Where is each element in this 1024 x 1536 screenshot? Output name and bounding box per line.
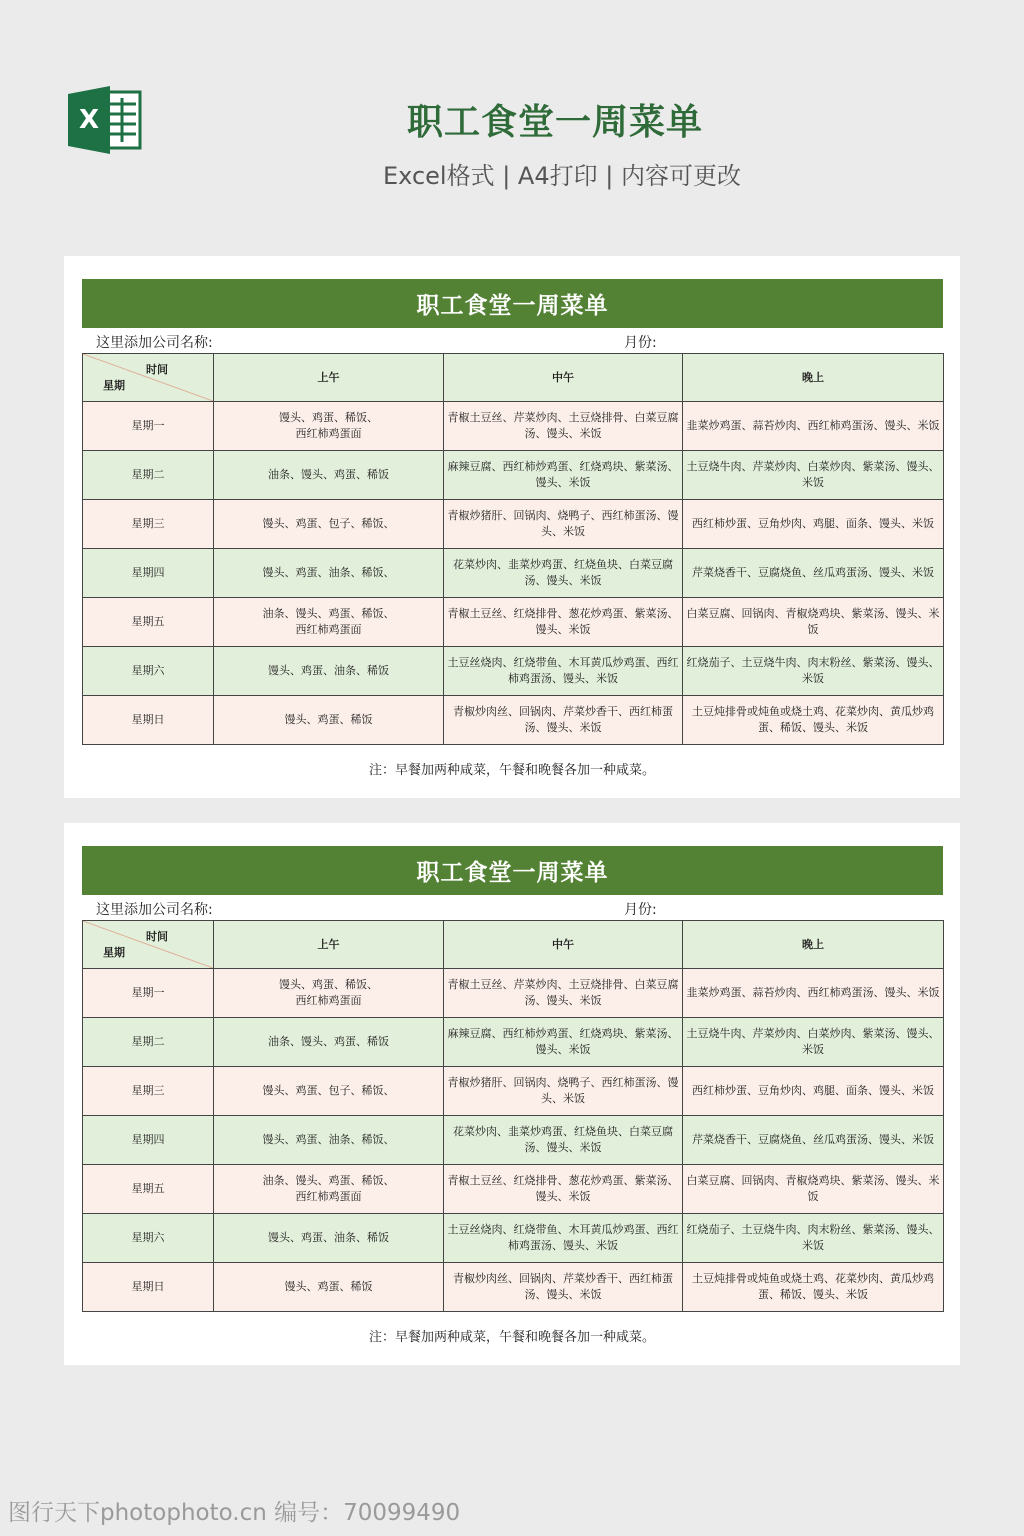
day-cell: 星期一 <box>83 402 214 451</box>
morning-cell: 馒头、鸡蛋、包子、稀饭、 <box>214 500 444 549</box>
noon-cell: 青椒炒肉丝、回锅肉、芹菜炒香干、西红柿蛋汤、馒头、米饭 <box>444 1263 683 1312</box>
menu-note: 注：早餐加两种咸菜，午餐和晚餐各加一种咸菜。 <box>368 763 655 778</box>
noon-cell: 花菜炒肉、韭菜炒鸡蛋、红烧鱼块、白菜豆腐汤、馒头、米饭 <box>444 1116 683 1165</box>
menu-row <box>83 647 944 696</box>
morning-cell: 油条、馒头、鸡蛋、稀饭、 西红柿鸡蛋面 <box>214 598 444 647</box>
day-cell: 星期六 <box>83 1214 214 1263</box>
evening-cell: 芹菜烧香干、豆腐烧鱼、丝瓜鸡蛋汤、馒头、米饭 <box>683 1116 944 1165</box>
menu-row <box>83 1116 944 1165</box>
excel-logo-letter: X <box>78 105 100 135</box>
day-cell: 星期六 <box>83 647 214 696</box>
menu-note: 注：早餐加两种咸菜，午餐和晚餐各加一种咸菜。 <box>368 1330 655 1345</box>
day-cell: 星期三 <box>83 500 214 549</box>
noon-cell: 土豆丝烧肉、红烧带鱼、木耳黄瓜炒鸡蛋、西红柿鸡蛋汤、馒头、米饭 <box>444 1214 683 1263</box>
noon-cell: 青椒土豆丝、芹菜炒肉、土豆烧排骨、白菜豆腐汤、馒头、米饭 <box>444 969 683 1018</box>
evening-cell: 红烧茄子、土豆烧牛肉、肉末粉丝、紫菜汤、馒头、米饭 <box>683 647 944 696</box>
day-cell: 星期日 <box>83 1263 214 1312</box>
column-header-noon: 中午 <box>444 921 683 969</box>
evening-cell: 韭菜炒鸡蛋、蒜苔炒肉、西红柿鸡蛋汤、馒头、米饭 <box>683 969 944 1018</box>
day-cell: 星期二 <box>83 1018 214 1067</box>
evening-cell: 土豆炖排骨或炖鱼或烧土鸡、花菜炒肉、黄瓜炒鸡蛋、稀饭、馒头、米饭 <box>683 696 944 745</box>
morning-cell: 馒头、鸡蛋、油条、稀饭 <box>214 1214 444 1263</box>
page-header <box>0 0 1024 220</box>
menu-sheet-1 <box>64 256 960 798</box>
corner-header-cell <box>83 354 214 402</box>
menu-table <box>82 920 944 1312</box>
menu-banner: 职工食堂一周菜单 <box>82 279 943 328</box>
column-header-morning: 上午 <box>214 921 444 969</box>
noon-cell: 青椒土豆丝、芹菜炒肉、土豆烧排骨、白菜豆腐汤、馒头、米饭 <box>444 402 683 451</box>
evening-cell: 西红柿炒蛋、豆角炒肉、鸡腿、面条、馒头、米饭 <box>683 1067 944 1116</box>
menu-row <box>83 402 944 451</box>
morning-cell: 馒头、鸡蛋、稀饭、 西红柿鸡蛋面 <box>214 402 444 451</box>
corner-day-label: 星期 <box>103 946 125 959</box>
column-header-noon: 中午 <box>444 354 683 402</box>
menu-row <box>83 500 944 549</box>
menu-row <box>83 1067 944 1116</box>
evening-cell: 红烧茄子、土豆烧牛肉、肉末粉丝、紫菜汤、馒头、米饭 <box>683 1214 944 1263</box>
morning-cell: 馒头、鸡蛋、包子、稀饭、 <box>214 1067 444 1116</box>
corner-header-cell <box>83 921 214 969</box>
menu-row <box>83 549 944 598</box>
day-cell: 星期一 <box>83 969 214 1018</box>
day-cell: 星期三 <box>83 1067 214 1116</box>
menu-sheet-2 <box>64 823 960 1365</box>
noon-cell: 青椒土豆丝、红烧排骨、葱花炒鸡蛋、紫菜汤、馒头、米饭 <box>444 598 683 647</box>
evening-cell: 土豆炖排骨或炖鱼或烧土鸡、花菜炒肉、黄瓜炒鸡蛋、稀饭、馒头、米饭 <box>683 1263 944 1312</box>
morning-cell: 馒头、鸡蛋、稀饭 <box>214 696 444 745</box>
company-label: 这里添加公司名称: <box>96 335 213 351</box>
company-label: 这里添加公司名称: <box>96 902 213 918</box>
menu-header-row <box>83 921 944 969</box>
watermark: 图行天下photophoto.cn 编号：70099490 <box>8 1500 461 1526</box>
menu-table <box>82 353 944 745</box>
corner-time-label: 时间 <box>146 930 168 943</box>
corner-time-label: 时间 <box>146 363 168 376</box>
noon-cell: 青椒炒肉丝、回锅肉、芹菜炒香干、西红柿蛋汤、馒头、米饭 <box>444 696 683 745</box>
day-cell: 星期四 <box>83 549 214 598</box>
menu-header-row <box>83 354 944 402</box>
menu-row <box>83 451 944 500</box>
month-label: 月份: <box>624 902 657 918</box>
noon-cell: 土豆丝烧肉、红烧带鱼、木耳黄瓜炒鸡蛋、西红柿鸡蛋汤、馒头、米饭 <box>444 647 683 696</box>
noon-cell: 花菜炒肉、韭菜炒鸡蛋、红烧鱼块、白菜豆腐汤、馒头、米饭 <box>444 549 683 598</box>
morning-cell: 馒头、鸡蛋、油条、稀饭、 <box>214 549 444 598</box>
noon-cell: 青椒炒猪肝、回锅肉、烧鸭子、西红柿蛋汤、馒头、米饭 <box>444 1067 683 1116</box>
day-cell: 星期日 <box>83 696 214 745</box>
morning-cell: 油条、馒头、鸡蛋、稀饭、 西红柿鸡蛋面 <box>214 1165 444 1214</box>
morning-cell: 馒头、鸡蛋、油条、稀饭、 <box>214 1116 444 1165</box>
day-cell: 星期五 <box>83 598 214 647</box>
column-header-morning: 上午 <box>214 354 444 402</box>
evening-cell: 西红柿炒蛋、豆角炒肉、鸡腿、面条、馒头、米饭 <box>683 500 944 549</box>
menu-row <box>83 1214 944 1263</box>
menu-row <box>83 1165 944 1214</box>
evening-cell: 土豆烧牛肉、芹菜炒肉、白菜炒肉、紫菜汤、馒头、米饭 <box>683 1018 944 1067</box>
menu-row <box>83 696 944 745</box>
page-subtitle: Excel格式 | A4打印 | 内容可更改 <box>383 162 741 190</box>
evening-cell: 白菜豆腐、回锅肉、青椒烧鸡块、紫菜汤、馒头、米饭 <box>683 1165 944 1214</box>
morning-cell: 油条、馒头、鸡蛋、稀饭 <box>214 451 444 500</box>
noon-cell: 青椒炒猪肝、回锅肉、烧鸭子、西红柿蛋汤、馒头、米饭 <box>444 500 683 549</box>
page-title: 职工食堂一周菜单 <box>406 102 703 143</box>
menu-banner: 职工食堂一周菜单 <box>82 846 943 895</box>
evening-cell: 白菜豆腐、回锅肉、青椒烧鸡块、紫菜汤、馒头、米饭 <box>683 598 944 647</box>
morning-cell: 馒头、鸡蛋、稀饭 <box>214 1263 444 1312</box>
noon-cell: 青椒土豆丝、红烧排骨、葱花炒鸡蛋、紫菜汤、馒头、米饭 <box>444 1165 683 1214</box>
menu-row <box>83 969 944 1018</box>
column-header-evening: 晚上 <box>683 354 944 402</box>
evening-cell: 芹菜烧香干、豆腐烧鱼、丝瓜鸡蛋汤、馒头、米饭 <box>683 549 944 598</box>
month-label: 月份: <box>624 335 657 351</box>
day-cell: 星期四 <box>83 1116 214 1165</box>
morning-cell: 馒头、鸡蛋、油条、稀饭 <box>214 647 444 696</box>
evening-cell: 土豆烧牛肉、芹菜炒肉、白菜炒肉、紫菜汤、馒头、米饭 <box>683 451 944 500</box>
noon-cell: 麻辣豆腐、西红柿炒鸡蛋、红烧鸡块、紫菜汤、馒头、米饭 <box>444 1018 683 1067</box>
morning-cell: 油条、馒头、鸡蛋、稀饭 <box>214 1018 444 1067</box>
day-cell: 星期五 <box>83 1165 214 1214</box>
menu-row <box>83 1018 944 1067</box>
column-header-evening: 晚上 <box>683 921 944 969</box>
menu-row <box>83 598 944 647</box>
day-cell: 星期二 <box>83 451 214 500</box>
corner-day-label: 星期 <box>103 379 125 392</box>
noon-cell: 麻辣豆腐、西红柿炒鸡蛋、红烧鸡块、紫菜汤、馒头、米饭 <box>444 451 683 500</box>
evening-cell: 韭菜炒鸡蛋、蒜苔炒肉、西红柿鸡蛋汤、馒头、米饭 <box>683 402 944 451</box>
morning-cell: 馒头、鸡蛋、稀饭、 西红柿鸡蛋面 <box>214 969 444 1018</box>
menu-row <box>83 1263 944 1312</box>
